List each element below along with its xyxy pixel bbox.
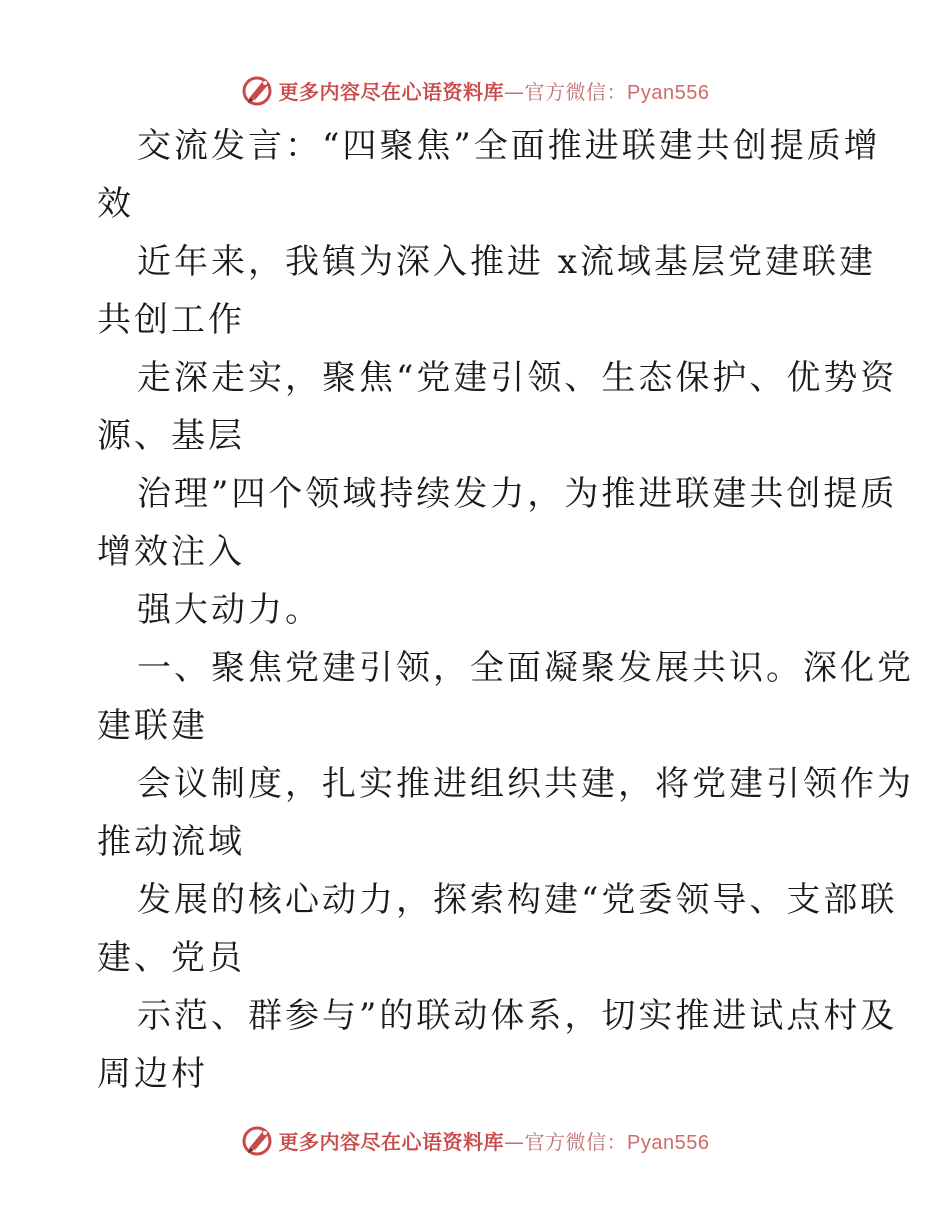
watermark-brand: 更多内容尽在心语资料库	[278, 79, 505, 104]
doc-line: 会议制度，扎实推进组织共建，将党建引领作为	[137, 764, 914, 804]
watermark-brand: 更多内容尽在心语资料库	[278, 1129, 505, 1154]
doc-line: 强大动力。	[137, 590, 322, 630]
doc-line: 交流发言：“四聚焦”全面推进联建共创提质增	[137, 126, 881, 166]
document-body	[97, 117, 914, 1103]
pen-logo-icon	[241, 1123, 275, 1157]
watermark-separator: —	[504, 1129, 525, 1154]
doc-line: 建、党员	[97, 938, 245, 978]
doc-line: 增效注入	[97, 532, 245, 572]
watermark-separator: —	[504, 79, 525, 104]
footer-watermark	[0, 1120, 950, 1160]
header-watermark	[0, 70, 950, 110]
pen-logo-icon	[241, 73, 275, 107]
doc-line: 源、基层	[97, 416, 245, 456]
watermark-text	[279, 76, 710, 105]
doc-line: 一、聚焦党建引领，全面凝聚发展共识。深化党	[137, 648, 914, 688]
doc-line: 走深走实，聚焦“党建引领、生态保护、优势资	[137, 358, 898, 398]
doc-line: 治理”四个领域持续发力，为推进联建共创提质	[137, 474, 898, 514]
doc-line: 发展的核心动力，探索构建“党委领导、支部联	[137, 880, 898, 920]
watermark-wechat-id: Pyan556	[627, 1131, 710, 1154]
doc-line: 共创工作	[97, 300, 245, 340]
watermark-wechat-id: Pyan556	[627, 81, 710, 104]
doc-line: 建联建	[97, 706, 208, 746]
doc-line: 周边村	[97, 1054, 208, 1094]
watermark-wechat-label: 官方微信：	[524, 1129, 628, 1154]
doc-line: 推动流域	[97, 822, 245, 862]
doc-line: 示范、群参与”的联动体系，切实推进试点村及	[137, 996, 898, 1036]
doc-line: 效	[97, 184, 134, 224]
doc-line: 近年来，我镇为深入推进 x流域基层党建联建	[137, 242, 876, 282]
watermark-wechat-label: 官方微信：	[524, 79, 628, 104]
watermark-text	[279, 1126, 710, 1155]
